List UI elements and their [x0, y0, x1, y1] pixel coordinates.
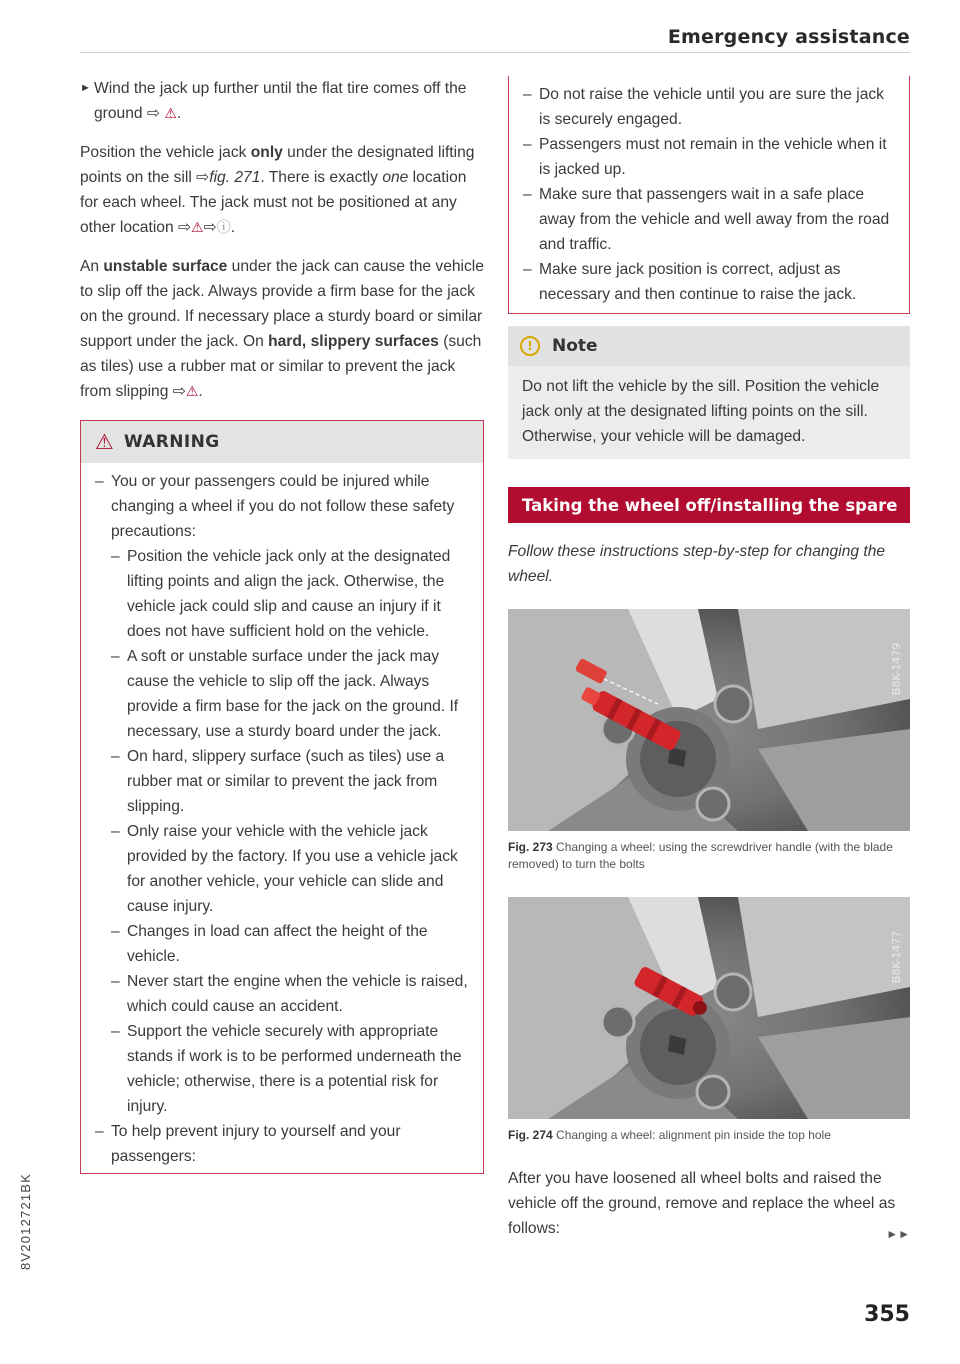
p2-bold-2: hard, slippery surfaces [268, 333, 439, 350]
step-text-body: Wind the jack up further until the flat tire comes off the ground [94, 80, 467, 122]
warning-ref-icon: ⚠ [164, 105, 177, 121]
p2-text-c: (such as tiles) use a rubber mat or similar to prevent the jack from slipping [80, 333, 482, 400]
ref-arrow-icon: ⇨ [203, 219, 217, 236]
p1-italic: one [382, 169, 409, 186]
note-title: Note [552, 336, 598, 356]
warning-triangle-icon: ⚠ [95, 430, 114, 454]
note-box [508, 326, 910, 459]
note-text: Do not lift the vehicle by the sill. Position the vehicle jack only at the designated lifting points on the sill. Otherwise, your vehicle will be damaged. [522, 378, 880, 445]
unstable-surface-paragraph: An unstable surface under the jack can cause the vehicle to slip off the jack. Always provide a firm base for the jack on the ground. If necessary place a sturdy board or similar support under the jack. On hard, slippery surfaces (such as tiles) use a rubber mat or similar to prevent the jack from slipping ⇨⚠. [80, 258, 484, 400]
list-item: – A soft or unstable surface under the jack may cause the vehicle to slip off the jack. Always provide a firm base for the jack on the ground. If necessary, use a sturdy board under the jack. [111, 644, 469, 744]
figure-code: B8K-1479 [890, 642, 903, 696]
p2-bold-1: unstable surface [103, 258, 228, 275]
list-item: – Do not raise the vehicle until you are sure the jack is securely engaged. [523, 82, 895, 132]
list-item: – To help prevent injury to yourself and your passengers: [95, 1119, 469, 1169]
list-item: – Make sure that passengers wait in a safe place away from the vehicle and well away from the road and traffic. [523, 182, 895, 257]
figure-label: Fig. 274 [508, 1128, 553, 1142]
warning-title: WARNING [123, 432, 220, 452]
list-item: – Only raise your vehicle with the vehicle jack provided by the factory. If you use a vehicle jack for another vehicle, your vehicle can slide and cause injury. [111, 819, 469, 919]
note-info-icon: ! [520, 336, 540, 356]
list-item: – Position the vehicle jack only at the designated lifting points and align the jack. Otherwise, the vehicle jack could slip and cause an injury if it does not have sufficient hold on the vehicle. [111, 544, 469, 644]
document-code: 8V2012721BK [18, 1172, 33, 1270]
note-header [508, 326, 910, 366]
figure-caption [508, 839, 910, 873]
list-item: – Make sure jack position is correct, adjust as necessary and then continue to raise the jack. [523, 257, 895, 307]
wheel-screwdriver-image [508, 609, 910, 831]
list-item: – Support the vehicle securely with appropriate stands if work is to be performed underneath the vehicle; otherwise, there is a potential risk for injury. [111, 1019, 469, 1119]
warning-sublist [111, 544, 469, 1119]
warning-header [81, 421, 483, 463]
ref-arrow-icon: ⇨ [172, 383, 186, 400]
header-rule [80, 52, 910, 53]
warning-continued-list [523, 82, 895, 307]
p2-text-a: An [80, 258, 104, 275]
list-item: – Changes in load can affect the height of the vehicle. [111, 919, 469, 969]
right-column [508, 76, 910, 1247]
warning-continued-box [508, 76, 910, 314]
figure-caption-text: Changing a wheel: alignment pin inside the top hole [556, 1128, 831, 1142]
figure-caption-text: Changing a wheel: using the screwdriver handle (with the blade removed) to turn the bolts [508, 840, 893, 871]
warning-body [81, 463, 483, 1173]
ref-arrow-icon: ⇨ [196, 169, 210, 186]
list-item: – On hard, slippery surface (such as tiles) use a rubber mat or similar to prevent the jack from slipping. [111, 744, 469, 819]
list-item: – Passengers must not remain in the vehicle when it is jacked up. [523, 132, 895, 182]
warning-item-text: You or your passengers could be injured while changing a wheel if you do not follow these safety precautions: [111, 473, 455, 540]
warning-ref-icon: ⚠ [191, 219, 204, 235]
note-ref-icon: ⓘ [216, 219, 231, 235]
warning-box [80, 420, 484, 1174]
warning-list [95, 469, 469, 1169]
section-intro: Follow these instructions step-by-step for changing the wheel. [508, 543, 886, 585]
figure-label: Fig. 273 [508, 840, 553, 854]
page-number: 355 [864, 1302, 910, 1327]
left-column [80, 76, 484, 1174]
p1-bold: only [250, 144, 283, 161]
warning-ref-icon: ⚠ [185, 383, 199, 399]
after-text: After you have loosened all wheel bolts and raised the vehicle off the ground, remove and replace the wheel as follows: [508, 1170, 896, 1237]
step-bullet-icon: ► [80, 82, 91, 94]
figure-code: B8K-1477 [890, 930, 903, 984]
ref-arrow-icon: ⇨ [146, 105, 160, 122]
after-loosening-paragraph [508, 1166, 910, 1241]
p1-text-d: location for each wheel. The jack must not be positioned at any other location [80, 169, 467, 236]
step-text: Wind the jack up further until the flat tire comes off the ground ⇨ ⚠. [94, 80, 467, 122]
p1-text-a: Position the vehicle jack [80, 144, 251, 161]
figure-273 [508, 609, 910, 873]
figure-274 [508, 897, 910, 1144]
section-title: Emergency assistance [667, 26, 910, 48]
jack-position-paragraph: Position the vehicle jack only under the designated lifting points on the sill ⇨fig. 271. There is exactly one location for each wheel. The jack must not be positioned at any other location ⇨⚠⇨ⓘ. [80, 144, 475, 236]
wheel-alignment-pin-image [508, 897, 910, 1119]
p1-text-b: under the designated lifting points on the sill [80, 144, 475, 186]
p2-text-b: under the jack can cause the vehicle to slip off the jack. Always provide a firm base for the jack on the ground. If necessary place a sturdy board or similar support under the jack. On [80, 258, 484, 350]
figure-caption [508, 1127, 910, 1144]
figure-ref-link[interactable]: fig. 271 [209, 169, 261, 186]
list-item: – Never start the engine when the vehicle is raised, which could cause an accident. [111, 969, 469, 1019]
list-item [95, 469, 469, 1119]
p1-text-c: . There is exactly [260, 169, 383, 186]
ref-arrow-icon: ⇨ [177, 219, 192, 236]
section-heading: Taking the wheel off/installing the spare [508, 487, 910, 523]
continue-arrow-icon: ►► [886, 1227, 910, 1241]
step-item [80, 76, 484, 126]
